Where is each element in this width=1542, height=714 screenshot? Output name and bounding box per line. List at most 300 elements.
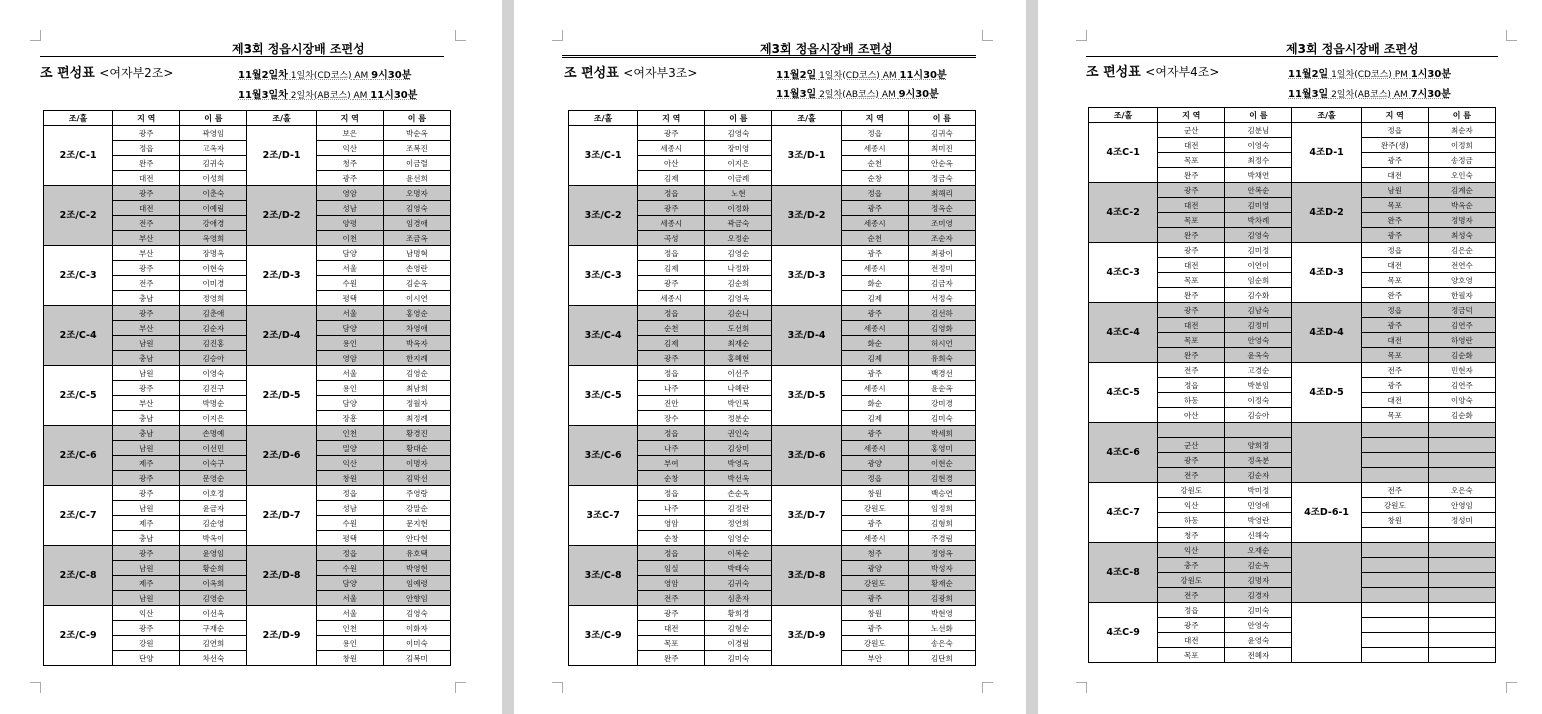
name-cell: 정분순 [705, 411, 772, 426]
column-header: 조/홀 [1292, 108, 1361, 123]
group-hole-label: 3조/D-8 [772, 546, 841, 606]
name-cell: 오은숙 [1428, 483, 1495, 498]
schedule-time: 7시30분 [1410, 89, 1451, 100]
region-cell: 밀양 [316, 441, 383, 456]
region-cell: 장수 [638, 411, 705, 426]
name-cell: 김분님 [1225, 123, 1292, 138]
name-cell: 최미진 [908, 141, 975, 156]
region-cell: 대전 [1158, 138, 1225, 153]
region-cell: 세종시 [841, 141, 908, 156]
name-cell: 조복진 [383, 141, 450, 156]
column-header: 조/홀 [569, 111, 638, 126]
table-row [1089, 543, 1496, 558]
region-cell: 대전 [113, 201, 180, 216]
name-cell: 장미영 [705, 141, 772, 156]
column-header: 이 름 [705, 111, 772, 126]
region-cell: 장흥 [316, 411, 383, 426]
group-hole-label: 4조C-2 [1089, 183, 1158, 243]
region-cell: 충남 [113, 426, 180, 441]
region-cell: 광주 [1158, 453, 1225, 468]
name-cell: 황희경 [705, 606, 772, 621]
name-cell: 김순영 [180, 516, 247, 531]
name-cell: 정명자 [1428, 213, 1495, 228]
region-cell: 충남 [113, 351, 180, 366]
schedule-line [776, 66, 947, 81]
schedule-ampm: AM [354, 71, 369, 81]
subtitle [40, 62, 173, 81]
name-cell: 조순자 [908, 231, 975, 246]
name-cell: 손명예 [180, 426, 247, 441]
column-header: 이 름 [180, 111, 247, 126]
region-cell: 정읍 [1158, 378, 1225, 393]
schedule-ampm: AM [353, 91, 368, 101]
name-cell: 전정미 [908, 261, 975, 276]
name-cell: 박차례 [1225, 213, 1292, 228]
region-cell: 정읍 [638, 546, 705, 561]
region-cell: 광주 [113, 306, 180, 321]
region-cell: 화순 [841, 396, 908, 411]
name-cell [1428, 453, 1495, 468]
group-hole-label: 4조C-7 [1089, 483, 1158, 543]
region-cell: 광주 [113, 186, 180, 201]
region-cell: 남원 [113, 501, 180, 516]
name-cell: 오정순 [705, 231, 772, 246]
name-cell: 이영숙 [180, 366, 247, 381]
region-cell: 광주 [638, 351, 705, 366]
name-cell: 정옥순 [908, 201, 975, 216]
column-header: 지 역 [1158, 108, 1225, 123]
name-cell: 정금덕 [1428, 303, 1495, 318]
crop-mark-icon [455, 682, 466, 693]
region-cell: 정읍 [638, 486, 705, 501]
region-cell: 나주 [638, 441, 705, 456]
title-rule [1086, 56, 1498, 57]
name-cell: 이현순 [908, 456, 975, 471]
region-cell: 정읍 [638, 426, 705, 441]
name-cell: 김형희 [908, 516, 975, 531]
region-cell: 대전 [1158, 318, 1225, 333]
name-cell: 김귀숙 [705, 576, 772, 591]
region-cell: 대전 [1361, 258, 1428, 273]
name-cell: 황재순 [908, 576, 975, 591]
region-cell: 익산 [316, 141, 383, 156]
region-cell: 목포 [1361, 408, 1428, 423]
name-cell: 권인숙 [705, 426, 772, 441]
group-hole-label: 3조/D-9 [772, 606, 841, 666]
region-cell: 완주 [1158, 228, 1225, 243]
column-header: 지 역 [841, 111, 908, 126]
name-cell: 김은순 [1428, 243, 1495, 258]
region-cell: 강원도 [1361, 498, 1428, 513]
name-cell: 이춘숙 [180, 186, 247, 201]
region-cell: 광주 [638, 201, 705, 216]
name-cell: 정영옥 [908, 546, 975, 561]
crop-mark-icon [552, 30, 563, 41]
group-hole-label: 3조/D-7 [772, 486, 841, 546]
group-hole-label: 4조D-4 [1292, 303, 1361, 363]
schedule-date: 11월2일차 [238, 70, 288, 81]
table-row [1089, 243, 1496, 258]
region-cell: 광주 [841, 201, 908, 216]
subtitle-text: 조 편성표 [40, 66, 95, 81]
name-cell: 박성자 [908, 561, 975, 576]
group-hole-label: 2조/C-2 [44, 186, 113, 246]
schedule-line [776, 85, 939, 100]
name-cell: 박태숙 [705, 561, 772, 576]
name-cell: 이정화 [705, 201, 772, 216]
region-cell: 제주 [113, 456, 180, 471]
name-cell: 이명자 [383, 456, 450, 471]
name-cell [1428, 438, 1495, 453]
region-cell: 임실 [638, 561, 705, 576]
region-cell [1361, 453, 1428, 468]
name-cell: 정옥분 [1225, 453, 1292, 468]
name-cell: 김순화 [1428, 348, 1495, 363]
name-cell: 김영숙 [383, 606, 450, 621]
name-cell: 전연수 [1428, 258, 1495, 273]
name-cell: 김정란 [705, 501, 772, 516]
name-cell: 정월자 [383, 396, 450, 411]
name-cell: 최남희 [383, 381, 450, 396]
name-cell: 손영란 [383, 261, 450, 276]
region-cell: 광주 [1158, 183, 1225, 198]
name-cell: 황순희 [180, 561, 247, 576]
group-hole-label: 3조/D-1 [772, 126, 841, 186]
region-cell: 익산 [316, 456, 383, 471]
table-row [1089, 303, 1496, 318]
region-cell: 대전 [1158, 198, 1225, 213]
region-cell: 광주 [841, 426, 908, 441]
group-hole-label: 2조/C-5 [44, 366, 113, 426]
name-cell: 김복미 [383, 651, 450, 666]
name-cell: 김진홍 [180, 336, 247, 351]
name-cell: 이시연 [383, 291, 450, 306]
region-cell: 정읍 [841, 471, 908, 486]
schedule-line [238, 66, 411, 81]
region-cell: 광주 [841, 516, 908, 531]
name-cell [1428, 468, 1495, 483]
name-cell: 노선화 [908, 621, 975, 636]
region-cell: 충남 [113, 531, 180, 546]
schedule-course: 2일차(AB코스) [819, 90, 879, 100]
region-cell: 나주 [638, 501, 705, 516]
name-cell: 곽영임 [180, 126, 247, 141]
name-cell: 신해숙 [1225, 528, 1292, 543]
name-cell: 이정숙 [1225, 393, 1292, 408]
name-cell: 유희숙 [908, 351, 975, 366]
region-cell: 정읍 [638, 246, 705, 261]
region-cell: 청주 [1158, 528, 1225, 543]
region-cell: 강원도 [841, 501, 908, 516]
group-hole-label: 2조/C-9 [44, 606, 113, 666]
region-cell: 인천 [316, 621, 383, 636]
name-cell: 김단희 [908, 651, 975, 666]
region-cell: 남원 [113, 336, 180, 351]
page-gutter [502, 0, 514, 714]
region-cell: 김제 [841, 351, 908, 366]
region-cell: 부산 [113, 246, 180, 261]
table-row [44, 426, 451, 441]
group-table [43, 110, 451, 666]
region-cell: 정읍 [1361, 303, 1428, 318]
column-header: 이 름 [383, 111, 450, 126]
name-cell: 이호정 [180, 486, 247, 501]
region-cell: 세종시 [638, 216, 705, 231]
region-cell: 성남 [316, 501, 383, 516]
group-hole-label: 3조/C-2 [569, 186, 638, 246]
region-cell: 평택 [316, 291, 383, 306]
name-cell: 손순옥 [705, 486, 772, 501]
schedule-course: 2일차(AB코스) [1331, 90, 1391, 100]
region-cell: 광주 [1158, 618, 1225, 633]
name-cell: 오인숙 [1428, 168, 1495, 183]
group-hole-label: 3조/C-6 [569, 426, 638, 486]
table-header-row [569, 111, 976, 126]
name-cell: 이지은 [180, 411, 247, 426]
region-cell: 충남 [113, 291, 180, 306]
name-cell: 양희정 [1225, 438, 1292, 453]
table-row [569, 486, 976, 501]
name-cell [1428, 603, 1495, 618]
group-hole-label: 2조/C-7 [44, 486, 113, 546]
subtitle-text: 조 편성표 [564, 66, 619, 81]
schedule-line [1288, 85, 1451, 100]
subtitle-text: 조 편성표 [1086, 65, 1141, 80]
region-cell: 담양 [316, 321, 383, 336]
table-row [1089, 123, 1496, 138]
name-cell: 안영임 [1428, 498, 1495, 513]
group-label: <여자부3조> [623, 66, 698, 80]
region-cell: 세종시 [841, 531, 908, 546]
name-cell: 김순옥 [383, 276, 450, 291]
name-cell [1428, 588, 1495, 603]
name-cell: 남명혁 [383, 246, 450, 261]
region-cell: 완주 [1158, 348, 1225, 363]
schedule-line [1288, 65, 1451, 80]
table-row [44, 366, 451, 381]
region-cell: 영암 [638, 516, 705, 531]
column-header: 지 역 [113, 111, 180, 126]
name-cell: 조금옥 [383, 231, 450, 246]
group-hole-label: 2조/C-6 [44, 426, 113, 486]
name-cell: 이금례 [705, 171, 772, 186]
region-cell: 양평 [316, 216, 383, 231]
name-cell: 김연희 [180, 636, 247, 651]
subtitle [564, 62, 697, 81]
name-cell: 김승아 [1225, 408, 1292, 423]
region-cell: 부산 [113, 321, 180, 336]
name-cell: 옥영희 [180, 231, 247, 246]
table-row [1089, 363, 1496, 378]
region-cell: 세종시 [638, 291, 705, 306]
group-table [568, 110, 976, 666]
region-cell [1361, 648, 1428, 663]
region-cell: 세종시 [841, 321, 908, 336]
region-cell: 남원 [113, 561, 180, 576]
crop-mark-icon [1076, 682, 1087, 693]
group-hole-label: 3조/D-5 [772, 366, 841, 426]
name-cell: 김순옥 [1225, 558, 1292, 573]
region-cell: 광주 [841, 621, 908, 636]
group-hole-label: 2조/D-6 [247, 426, 316, 486]
region-cell: 완주(생) [1361, 138, 1428, 153]
group-hole-label: 3조/C-4 [569, 306, 638, 366]
group-hole-label: 4조D-3 [1292, 243, 1361, 303]
region-cell: 청주 [841, 546, 908, 561]
name-cell: 이영숙 [1225, 138, 1292, 153]
name-cell: 윤영숙 [1225, 633, 1292, 648]
name-cell: 김순화 [1428, 408, 1495, 423]
region-cell: 정읍 [841, 126, 908, 141]
crop-mark-icon [552, 682, 563, 693]
name-cell: 황경진 [383, 426, 450, 441]
table-row [44, 186, 451, 201]
name-cell [1428, 558, 1495, 573]
region-cell: 전주 [1361, 483, 1428, 498]
group-hole-label: 2조/D-8 [247, 546, 316, 606]
region-cell: 광주 [113, 126, 180, 141]
schedule-date: 11월3일차 [238, 90, 288, 101]
group-hole-label: 4조C-9 [1089, 603, 1158, 663]
name-cell: 문영순 [180, 471, 247, 486]
region-cell: 충주 [1158, 558, 1225, 573]
name-cell: 임순희 [1225, 273, 1292, 288]
name-cell: 김영화 [908, 321, 975, 336]
name-cell: 김귀숙 [908, 126, 975, 141]
name-cell: 박순옥 [383, 126, 450, 141]
table-row [569, 306, 976, 321]
name-cell [1428, 618, 1495, 633]
name-cell: 문지현 [383, 516, 450, 531]
region-cell: 목포 [1158, 153, 1225, 168]
region-cell: 평택 [316, 531, 383, 546]
name-cell: 정영희 [180, 291, 247, 306]
region-cell [1361, 528, 1428, 543]
name-cell: 최해리 [908, 186, 975, 201]
group-label: <여자부2조> [99, 66, 174, 80]
region-cell: 부여 [638, 456, 705, 471]
schedule-ampm: AM [1393, 90, 1408, 100]
region-cell [1361, 558, 1428, 573]
region-cell: 김제 [638, 171, 705, 186]
region-cell: 인천 [316, 426, 383, 441]
name-cell: 오재순 [1225, 543, 1292, 558]
name-cell: 최광이 [908, 246, 975, 261]
region-cell: 광주 [841, 246, 908, 261]
region-cell [1361, 618, 1428, 633]
region-cell: 목포 [1158, 213, 1225, 228]
name-cell: 정연희 [705, 516, 772, 531]
table-row [569, 366, 976, 381]
document-page-3 [1038, 0, 1542, 714]
crop-mark-icon [1076, 30, 1087, 41]
name-cell: 김미숙 [1225, 603, 1292, 618]
region-cell: 목포 [1361, 348, 1428, 363]
name-cell: 박분임 [1225, 378, 1292, 393]
region-cell: 순창 [638, 471, 705, 486]
group-hole-label: 4조D-1 [1292, 123, 1361, 183]
table-row [569, 126, 976, 141]
region-cell: 부산 [113, 231, 180, 246]
name-cell [1428, 423, 1495, 438]
name-cell: 황대순 [383, 441, 450, 456]
name-cell: 차선숙 [180, 651, 247, 666]
region-cell: 순창 [841, 171, 908, 186]
region-cell: 광주 [113, 381, 180, 396]
region-cell: 창원 [316, 651, 383, 666]
region-cell: 곡성 [638, 231, 705, 246]
name-cell: 이경림 [705, 636, 772, 651]
name-cell: 하영란 [1428, 333, 1495, 348]
name-cell: 홍혜현 [705, 351, 772, 366]
region-cell: 광주 [1361, 378, 1428, 393]
name-cell: 이선민 [180, 441, 247, 456]
group-hole-label [1292, 543, 1361, 603]
region-cell: 전주 [638, 591, 705, 606]
schedule-time: 9시30분 [898, 89, 939, 100]
document-page-2 [514, 0, 1026, 714]
column-header: 이 름 [908, 111, 975, 126]
crop-mark-icon [1506, 30, 1517, 41]
table-row [44, 546, 451, 561]
name-cell: 김미숙 [908, 411, 975, 426]
schedule-date: 11월3일 [1288, 89, 1329, 100]
name-cell: 오명자 [383, 186, 450, 201]
name-cell: 박옥이 [180, 531, 247, 546]
name-cell: 주영랑 [383, 486, 450, 501]
region-cell: 하동 [1158, 513, 1225, 528]
name-cell: 구재순 [180, 621, 247, 636]
schedule-line [238, 86, 417, 101]
region-cell: 세종시 [841, 216, 908, 231]
region-cell: 완주 [1361, 288, 1428, 303]
name-cell: 나혜란 [705, 381, 772, 396]
name-cell: 김진구 [180, 381, 247, 396]
name-cell: 이현숙 [180, 261, 247, 276]
name-cell: 박옥순 [1428, 198, 1495, 213]
region-cell: 아산 [638, 156, 705, 171]
region-cell: 전주 [1158, 363, 1225, 378]
name-cell: 전혜자 [1225, 648, 1292, 663]
group-hole-label: 2조/D-1 [247, 126, 316, 186]
title-rule [562, 55, 976, 58]
name-cell: 곽금숙 [705, 216, 772, 231]
region-cell: 익산 [1158, 543, 1225, 558]
region-cell: 정읍 [113, 141, 180, 156]
region-cell: 나주 [638, 381, 705, 396]
region-cell: 김제 [638, 336, 705, 351]
region-cell: 서울 [316, 591, 383, 606]
name-cell: 송은숙 [908, 636, 975, 651]
group-hole-label: 3조/D-2 [772, 186, 841, 246]
group-hole-label [1292, 423, 1361, 483]
name-cell: 백승연 [908, 486, 975, 501]
page-title: 제3회 정읍시장배 조편성 [232, 42, 365, 56]
region-cell: 정읍 [841, 186, 908, 201]
name-cell: 이정희 [1428, 138, 1495, 153]
group-label: <여자부4조> [1145, 65, 1220, 79]
schedule-date: 11월3일 [776, 89, 817, 100]
region-cell [1361, 543, 1428, 558]
region-cell: 대전 [1361, 168, 1428, 183]
name-cell: 안순옥 [908, 156, 975, 171]
name-cell: 강애경 [180, 216, 247, 231]
region-cell: 정읍 [638, 186, 705, 201]
region-cell: 정읍 [316, 486, 383, 501]
region-cell: 정읍 [1361, 123, 1428, 138]
name-cell: 서정숙 [908, 291, 975, 306]
region-cell: 성남 [316, 201, 383, 216]
